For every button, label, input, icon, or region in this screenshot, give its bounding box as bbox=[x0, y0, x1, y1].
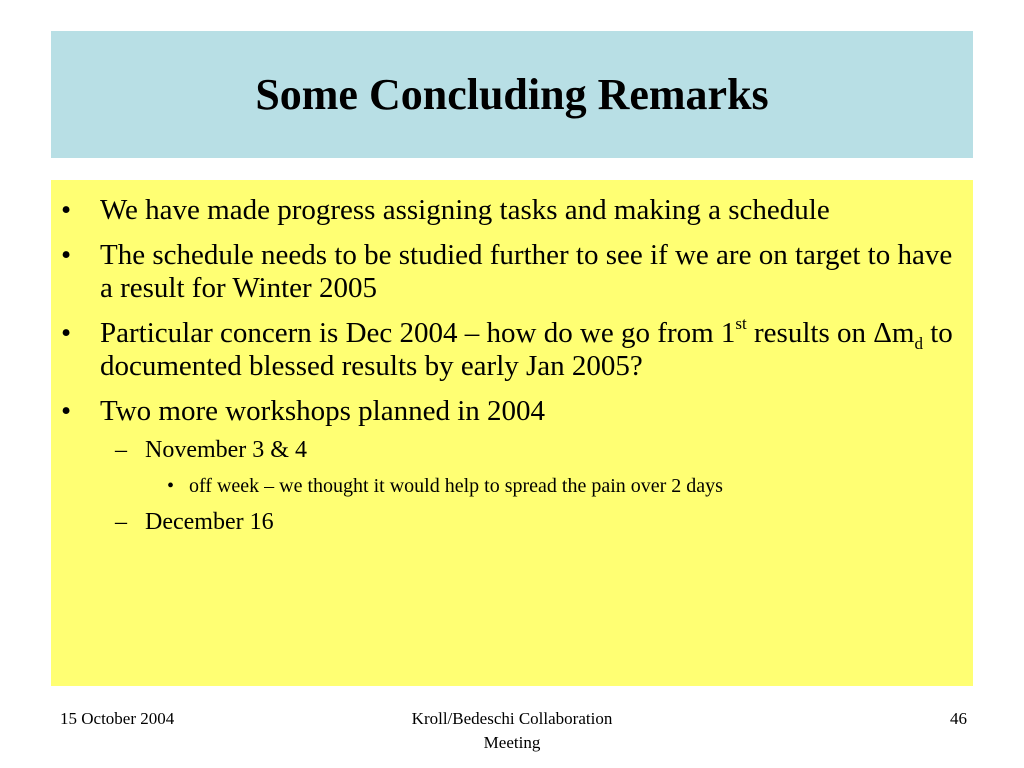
subscript-text: d bbox=[914, 333, 923, 353]
sub-sub-item-text: off week – we thought it would help to spread the pain over 2 days bbox=[189, 475, 723, 497]
sub-item-text: December 16 bbox=[145, 509, 274, 535]
slide-title: Some Concluding Remarks bbox=[255, 70, 769, 119]
sub-item bbox=[51, 508, 973, 536]
title-banner bbox=[51, 31, 973, 158]
bullet-mark: • bbox=[61, 317, 72, 349]
bullet-mark: • bbox=[167, 475, 175, 497]
sub-item-text: November 3 & 4 bbox=[145, 437, 307, 463]
bullet-mark: • bbox=[61, 395, 72, 427]
bullet-text: Two more workshops planned in 2004 bbox=[100, 395, 545, 427]
bullet-text: We have made progress assigning tasks and making a schedule bbox=[100, 194, 830, 226]
dash-mark: – bbox=[115, 437, 127, 463]
superscript-text: st bbox=[735, 314, 747, 334]
bullet-mark: • bbox=[61, 239, 72, 271]
footer-title-line: Kroll/Bedeschi Collaboration bbox=[411, 709, 613, 728]
bullet-text-part: results on Δm bbox=[746, 317, 915, 349]
bullet-item bbox=[51, 395, 973, 428]
bullet-item bbox=[51, 194, 973, 227]
bullet-text-part: to documented blessed results by early Jan 2005? bbox=[100, 317, 953, 382]
bullet-text-part: Particular concern is Dec 2004 – how do we go from 1 bbox=[100, 317, 736, 349]
page-number: 46 bbox=[950, 709, 967, 728]
dash-mark: – bbox=[115, 509, 127, 535]
content-panel bbox=[51, 180, 973, 686]
bullet-list bbox=[51, 194, 973, 546]
sub-sub-item bbox=[51, 474, 973, 498]
bullet-mark: • bbox=[61, 194, 72, 226]
sub-item bbox=[51, 436, 973, 464]
footer-title-line: Meeting bbox=[483, 733, 541, 752]
bullet-text: The schedule needs to be studied further to see if we are on target to have a result for Winter 2005 bbox=[100, 239, 953, 304]
bullet-item bbox=[51, 239, 973, 305]
footer-date: 15 October 2004 bbox=[60, 709, 175, 728]
bullet-item bbox=[51, 314, 973, 383]
footer-title bbox=[362, 707, 662, 755]
